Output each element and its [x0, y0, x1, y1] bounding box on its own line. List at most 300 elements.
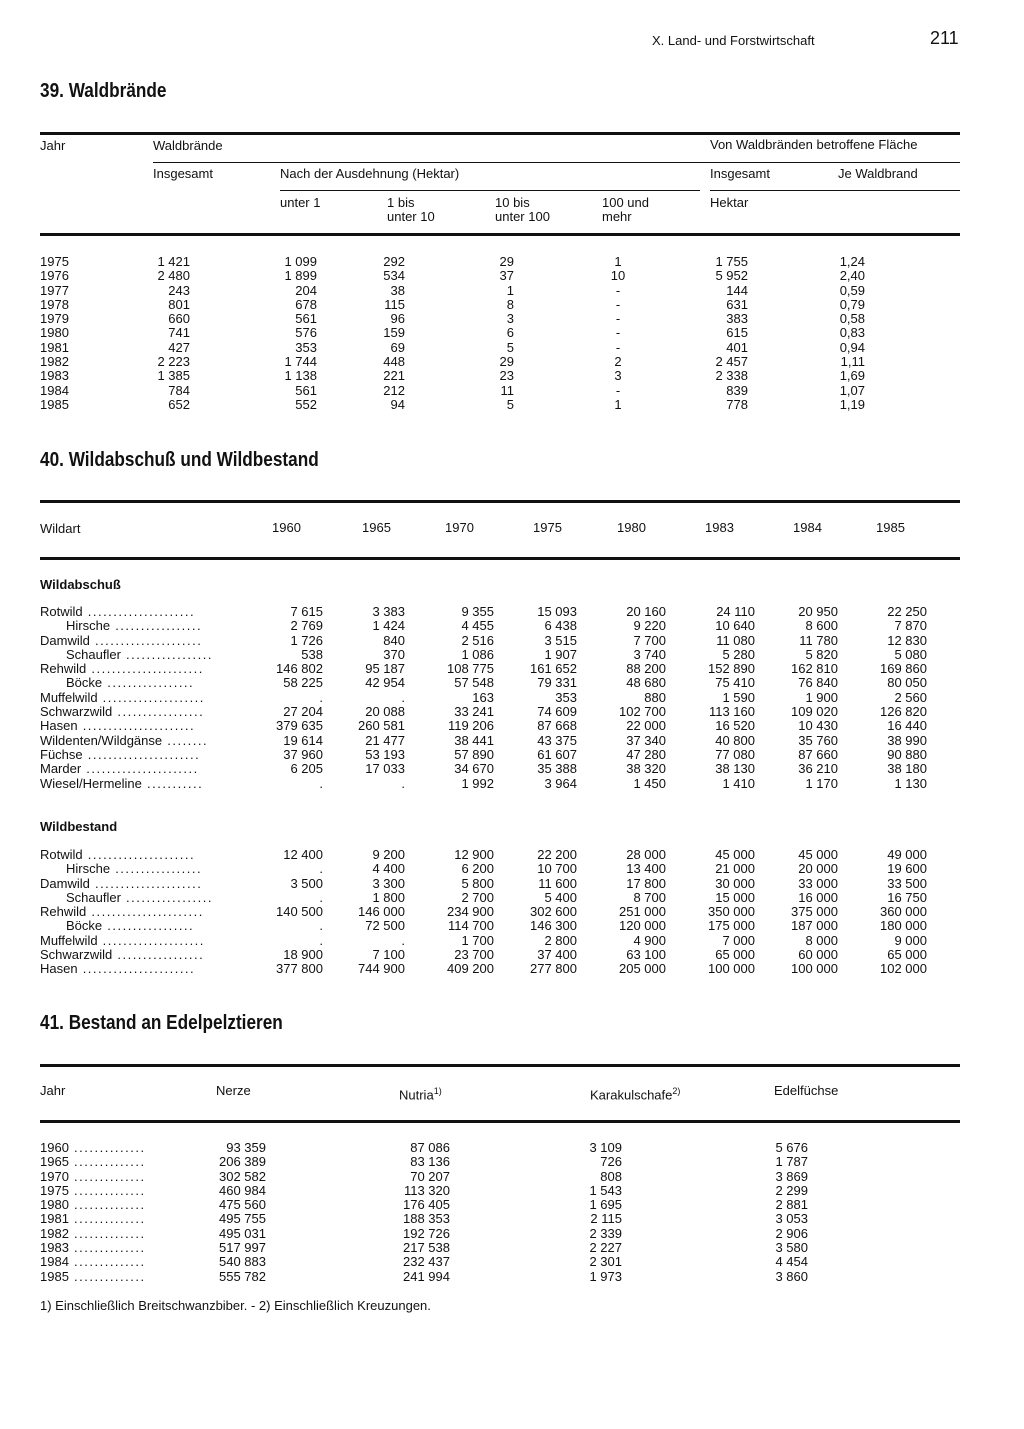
table-cell: 1 907	[544, 646, 577, 662]
row-label	[40, 777, 250, 791]
t39-header-je: Je Waldbrand	[838, 166, 918, 181]
table-cell: 5 820	[805, 646, 838, 662]
table-cell: 379 635	[276, 718, 323, 734]
row-label	[40, 734, 250, 748]
table-cell: 1985	[40, 396, 69, 412]
table-cell: 678	[295, 296, 317, 312]
table-cell: 3 500	[290, 875, 323, 891]
row-label-text: Schaufler	[66, 647, 121, 662]
table-cell: 11	[500, 382, 514, 398]
table-cell: 2 227	[589, 1240, 622, 1256]
table-cell: 12 830	[887, 632, 927, 648]
dot-leader: .................	[102, 676, 195, 691]
table-cell: 83 136	[410, 1154, 450, 1170]
table-cell: 3 860	[775, 1268, 808, 1284]
table-cell: 17 033	[365, 761, 405, 777]
row-label-text: Füchse	[40, 747, 83, 762]
table-cell: 12 900	[454, 847, 494, 862]
table-cell: 38 130	[715, 761, 755, 777]
row-label-text: Damwild	[40, 633, 90, 648]
row-label-text: Rotwild	[40, 848, 83, 862]
t39-rule-2b	[710, 190, 960, 191]
table-cell: 2 516	[461, 632, 494, 648]
table-cell: 180 000	[880, 918, 927, 934]
table-cell: -	[615, 339, 621, 355]
row-label-text: Muffelwild	[40, 933, 98, 948]
row-label-text: Hirsche	[66, 619, 111, 634]
row-label-text: Wildenten/Wildgänse	[40, 733, 163, 748]
table-cell: .	[319, 918, 323, 934]
table-cell: 20 088	[365, 704, 405, 720]
table-cell: 152 890	[708, 661, 755, 677]
table-cell: 19 614	[283, 732, 323, 748]
row-label	[40, 634, 250, 648]
table-41-top-rule	[40, 1064, 960, 1067]
t40-header-year-1983: 1983	[705, 520, 734, 535]
table-cell: 3 515	[544, 632, 577, 648]
table-cell: 1 787	[775, 1154, 808, 1170]
table-cell: 1,24	[839, 254, 865, 269]
table-cell: 33 000	[798, 875, 838, 891]
row-label-text: Marder	[40, 762, 82, 777]
table-cell: 1,19	[839, 396, 865, 412]
table-cell: 100 000	[791, 961, 838, 977]
table-cell: 1 800	[372, 889, 405, 905]
dot-leader: ..............	[68, 1141, 146, 1155]
t39-header-bottom-rule	[40, 233, 960, 236]
t41-col-nerze	[196, 1141, 266, 1284]
table-cell: 61 607	[537, 746, 577, 762]
table-cell: 16 520	[715, 718, 755, 734]
table-cell: 74 609	[537, 704, 577, 720]
table-cell: 48 680	[626, 675, 666, 691]
table-cell: 5 080	[894, 646, 927, 662]
table-cell: 1977	[40, 282, 69, 298]
table-cell: 1978	[40, 296, 69, 312]
t40-bestand-col-1970	[411, 848, 494, 977]
table-cell: 22 200	[537, 847, 577, 862]
table-cell: 292	[383, 254, 405, 269]
row-label-text: 1983	[40, 1241, 69, 1256]
row-label-text: Hasen	[40, 962, 78, 977]
t40-header-year-1960: 1960	[272, 520, 301, 535]
table-cell: 204	[295, 282, 317, 298]
table-cell: 37 400	[537, 947, 577, 963]
table-cell: 162 810	[791, 661, 838, 677]
row-label-text: Böcke	[66, 676, 103, 691]
table-cell: 1 695	[589, 1197, 622, 1213]
table-cell: 16 000	[798, 889, 838, 905]
table-cell: 3	[506, 311, 514, 327]
table-cell: 377 800	[276, 961, 323, 977]
table-cell: .	[319, 889, 323, 905]
table-cell: 534	[383, 268, 405, 284]
table-cell: 57 890	[454, 746, 494, 762]
table-cell: 631	[726, 296, 748, 312]
table-cell: 5 400	[544, 889, 577, 905]
table-cell: 24 110	[716, 604, 755, 619]
table-cell: 9 200	[372, 847, 405, 862]
table-cell: 40 800	[715, 732, 755, 748]
table-cell: 5 952	[715, 268, 748, 284]
table-cell: 1	[614, 254, 622, 269]
dot-leader: ......................	[81, 762, 199, 777]
table-cell: .	[401, 689, 405, 705]
row-label-text: Böcke	[66, 919, 103, 934]
table-cell: 3	[614, 368, 622, 384]
table-cell: 7 100	[372, 947, 405, 963]
table-cell: 20 000	[798, 861, 838, 877]
table-cell: 241 994	[403, 1268, 450, 1284]
t40-abschuss-col-1983	[672, 605, 755, 791]
row-label-text: 1984	[40, 1255, 69, 1270]
row-label	[40, 848, 250, 862]
table-cell: 353	[295, 339, 317, 355]
t39-header-betroffene: Von Waldbränden betroffene Fläche	[710, 137, 918, 152]
table-cell: 232 437	[403, 1254, 450, 1270]
table-cell: 20 950	[798, 604, 838, 619]
table-cell: 475 560	[219, 1197, 266, 1213]
t41-nutria-footnote-ref: 1)	[433, 1086, 442, 1096]
t39-header-unter1: unter 1	[280, 195, 321, 210]
table-cell: 2 769	[290, 618, 323, 634]
table-cell: 260 581	[358, 718, 405, 734]
row-label-text: 1981	[40, 1212, 69, 1227]
table-cell: 38	[390, 282, 405, 298]
table-cell: 3 580	[775, 1240, 808, 1256]
row-label	[40, 662, 250, 676]
table-cell: 2 560	[894, 689, 927, 705]
table-cell: 1980	[40, 325, 69, 341]
table-cell: 652	[168, 396, 190, 412]
table-cell: 75 410	[715, 675, 755, 691]
table-cell: 1 992	[461, 775, 494, 791]
row-label	[40, 691, 250, 705]
table-cell: 38 441	[454, 732, 494, 748]
table-cell: 109 020	[791, 704, 838, 720]
row-label	[40, 934, 250, 948]
table-41-title: 41. Bestand an Edelpelztieren	[40, 1012, 283, 1034]
dot-leader: .................	[102, 919, 195, 934]
table-cell: 7 000	[722, 932, 755, 948]
dot-leader: ..............	[68, 1198, 146, 1213]
table-cell: 77 080	[715, 746, 755, 762]
table-cell: 7 700	[633, 632, 666, 648]
table-cell: 1 385	[157, 368, 190, 384]
table-cell: 23	[499, 368, 514, 384]
t39-col-1-10	[335, 255, 405, 412]
table-cell: 100 000	[708, 961, 755, 977]
dot-leader: .....................	[82, 605, 196, 619]
table-cell: 2 457	[715, 354, 748, 370]
t40-abschuss-col-1970	[411, 605, 494, 791]
table-cell: 45 000	[798, 847, 838, 862]
t39-col-insgesamt	[120, 255, 190, 412]
t39-header-unter100: unter 100	[495, 209, 550, 224]
t41-header-karakul: Karakulschafe$^{2)}$	[590, 1086, 681, 1103]
table-cell: 120 000	[619, 918, 666, 934]
dot-leader: ..............	[68, 1226, 146, 1241]
table-cell: 1976	[40, 268, 69, 284]
table-cell: 7 615	[290, 604, 323, 619]
table-cell: 839	[726, 382, 748, 398]
table-cell: 23 700	[454, 947, 494, 963]
table-cell: 29	[499, 254, 514, 269]
t40-abschuss-col-1980	[583, 605, 666, 791]
table-cell: 36 210	[798, 761, 838, 777]
dot-leader: ........	[162, 733, 209, 748]
table-cell: 2 700	[461, 889, 494, 905]
table-cell: 19 600	[887, 861, 927, 877]
table-cell: 17 800	[626, 875, 666, 891]
t39-header-1bis: 1 bis	[387, 195, 415, 210]
t40-bestand-col-1965	[322, 848, 405, 977]
table-cell: 217 538	[403, 1240, 450, 1256]
table-cell: 5	[506, 339, 514, 355]
table-cell: 277 800	[530, 961, 577, 977]
table-cell: 37	[499, 268, 514, 284]
table-cell: 79 331	[537, 675, 577, 691]
table-39-top-rule	[40, 132, 960, 135]
table-cell: 0,79	[839, 296, 865, 312]
table-cell: 15 000	[715, 889, 755, 905]
row-label	[40, 748, 250, 762]
table-cell: 234 900	[447, 904, 494, 920]
dot-leader: ..............	[68, 1169, 146, 1184]
table-cell: 65 000	[887, 947, 927, 963]
table-cell: 114 700	[447, 918, 494, 934]
page-number: 211	[930, 28, 959, 48]
row-label-text: 1965	[40, 1155, 69, 1170]
table-cell: 22 000	[626, 718, 666, 734]
row-label-text: Schaufler	[66, 890, 121, 905]
table-cell: 495 755	[219, 1211, 266, 1227]
t39-rule-1	[153, 162, 960, 163]
t40-header-year-1975: 1975	[533, 520, 562, 535]
table-cell: 1 410	[722, 775, 755, 791]
table-cell: 35 388	[537, 761, 577, 777]
table-cell: 80 050	[887, 675, 927, 691]
table-cell: .	[319, 861, 323, 877]
table-cell: 45 000	[715, 847, 755, 862]
t39-col-unter1	[247, 255, 317, 412]
table-cell: 161 652	[530, 661, 577, 677]
t40-bestand-col-1984	[755, 848, 838, 977]
t39-header-hektar: Hektar	[710, 195, 749, 210]
table-cell: 2 800	[544, 932, 577, 948]
table-cell: 21 000	[715, 861, 755, 877]
t40-bestand-col-1983	[672, 848, 755, 977]
dot-leader: ..............	[68, 1241, 146, 1256]
table-cell: 16 750	[887, 889, 927, 905]
t39-col-je	[795, 255, 865, 412]
table-cell: 38 990	[887, 732, 927, 748]
dot-leader: .....................	[82, 848, 196, 862]
dot-leader: .................	[112, 705, 205, 720]
t40-abschuss-col-1975	[494, 605, 577, 791]
table-cell: 3 300	[372, 875, 405, 891]
table-40-title: 40. Wildabschuß und Wildbestand	[40, 449, 319, 471]
table-cell: 6 438	[544, 618, 577, 634]
table-cell: 11 780	[799, 632, 838, 648]
table-cell: 2 301	[589, 1254, 622, 1270]
table-cell: 115	[384, 296, 405, 312]
t41-header-bottom-rule	[40, 1120, 960, 1123]
table-cell: 8	[506, 296, 514, 312]
table-cell: 808	[600, 1168, 622, 1184]
table-cell: 302 600	[530, 904, 577, 920]
table-cell: 5 800	[461, 875, 494, 891]
t40-header-year-1965: 1965	[362, 520, 391, 535]
table-cell: 615	[726, 325, 748, 341]
table-cell: 1982	[40, 354, 69, 370]
t39-header-100und: 100 und	[602, 195, 649, 210]
row-label-text: Hasen	[40, 719, 78, 734]
table-cell: 460 984	[219, 1182, 266, 1198]
table-cell: 6 200	[461, 861, 494, 877]
table-cell: 2,40	[839, 268, 865, 284]
table-cell: 69	[390, 339, 405, 355]
table-cell: 251 000	[619, 904, 666, 920]
table-cell: 427	[168, 339, 190, 355]
dot-leader: .....................	[89, 633, 203, 648]
table-cell: 576	[295, 325, 317, 341]
table-40-top-rule	[40, 500, 960, 503]
table-cell: -	[615, 382, 621, 398]
table-cell: 1,07	[839, 382, 865, 398]
table-cell: 8 000	[805, 932, 838, 948]
table-cell: 175 000	[708, 918, 755, 934]
t40-header-year-1970: 1970	[445, 520, 474, 535]
row-label	[40, 762, 250, 776]
table-cell: 10 700	[537, 861, 577, 877]
table-cell: 1981	[40, 339, 69, 355]
table-cell: 3 740	[633, 646, 666, 662]
table-cell: 60 000	[798, 947, 838, 963]
dot-leader: ......................	[86, 905, 204, 920]
table-cell: 35 760	[798, 732, 838, 748]
table-cell: 4 400	[372, 861, 405, 877]
table-cell: 38 180	[887, 761, 927, 777]
table-cell: 37 960	[283, 746, 323, 762]
table-cell: 302 582	[219, 1168, 266, 1184]
t39-col-jahr	[40, 255, 69, 412]
t39-header-mehr: mehr	[602, 209, 632, 224]
table-cell: 2 881	[775, 1197, 808, 1213]
table-cell: 9 355	[461, 604, 494, 619]
row-label	[40, 705, 250, 719]
table-cell: 8 700	[633, 889, 666, 905]
dot-leader: ..............	[68, 1212, 146, 1227]
table-cell: 21 477	[365, 732, 405, 748]
table-cell: 11 600	[538, 875, 577, 891]
t41-col-karakul	[552, 1141, 622, 1284]
table-cell: 47 280	[626, 746, 666, 762]
table-cell: 1 899	[284, 268, 317, 284]
table-cell: 741	[168, 325, 190, 341]
table-cell: 53 193	[365, 746, 405, 762]
table-cell: 801	[168, 296, 190, 312]
table-cell: 1	[614, 396, 622, 412]
dot-leader: ......................	[77, 719, 196, 734]
t39-header-insgesamt2: Insgesamt	[710, 166, 770, 181]
t40-bestand-col-1960	[240, 848, 323, 977]
row-label-text: 1985	[40, 1269, 69, 1284]
table-cell: 22 250	[887, 604, 927, 619]
t40-abschuss-col-1960	[240, 605, 323, 791]
t39-rule-2a	[280, 190, 700, 191]
table-cell: 42 954	[365, 675, 405, 691]
table-cell: 90 880	[887, 746, 927, 762]
table-cell: 1 755	[715, 254, 748, 269]
t40-subhead-abschuss: Wildabschuß	[40, 577, 121, 592]
table-cell: .	[319, 932, 323, 948]
table-cell: 159	[383, 325, 405, 341]
table-cell: 353	[555, 689, 577, 705]
t41-header-nerze: Nerze	[216, 1083, 251, 1098]
table-cell: 10 640	[715, 618, 755, 634]
table-cell: 1 421	[157, 254, 190, 269]
table-cell: 33 241	[454, 704, 494, 720]
table-cell: 880	[644, 689, 666, 705]
table-cell: 726	[600, 1154, 622, 1170]
table-cell: .	[319, 775, 323, 791]
table-cell: 1 543	[589, 1182, 622, 1198]
table-cell: 538	[301, 646, 323, 662]
table-cell: 2 339	[589, 1225, 622, 1241]
table-cell: 95 187	[365, 661, 405, 677]
table-cell: 15 093	[537, 604, 577, 619]
t41-footnote: 1) Einschließlich Breitschwanzbiber. - 2) Einschließlich Kreuzungen.	[40, 1298, 431, 1313]
table-cell: 96	[390, 311, 405, 327]
table-cell: 375 000	[791, 904, 838, 920]
table-cell: 1 130	[894, 775, 927, 791]
t40-header-wildart: Wildart	[40, 521, 81, 536]
table-cell: 20 160	[626, 604, 666, 619]
table-cell: 146 300	[530, 918, 577, 934]
t39-col-flaeche	[678, 255, 748, 412]
table-cell: 10 430	[798, 718, 838, 734]
table-cell: 555 782	[219, 1268, 266, 1284]
table-cell: 1 900	[805, 689, 838, 705]
dot-leader: ..............	[68, 1155, 146, 1170]
table-cell: 350 000	[708, 904, 755, 920]
table-cell: 65 000	[715, 947, 755, 963]
table-cell: -	[615, 282, 621, 298]
dot-leader: ....................	[97, 690, 205, 705]
t40-bestand-col-1985	[844, 848, 927, 977]
dot-leader: ....................	[97, 933, 205, 948]
table-cell: 43 375	[537, 732, 577, 748]
table-cell: 34 670	[454, 761, 494, 777]
table-cell: 102 000	[880, 961, 927, 977]
table-cell: 3 869	[775, 1168, 808, 1184]
table-cell: 144	[726, 282, 748, 298]
table-cell: 5 676	[775, 1140, 808, 1155]
dot-leader: ...........	[141, 776, 204, 791]
dot-leader: ..............	[68, 1269, 146, 1284]
table-cell: 0,59	[839, 282, 865, 298]
table-cell: 0,58	[839, 311, 865, 327]
table-cell: 76 840	[798, 675, 838, 691]
table-cell: 163	[472, 689, 494, 705]
table-cell: 13 400	[626, 861, 666, 877]
table-cell: 140 500	[276, 904, 323, 920]
table-cell: 1,69	[839, 368, 865, 384]
t39-col-10-100	[444, 255, 514, 412]
table-cell: 4 454	[775, 1254, 808, 1270]
row-label	[40, 605, 250, 619]
